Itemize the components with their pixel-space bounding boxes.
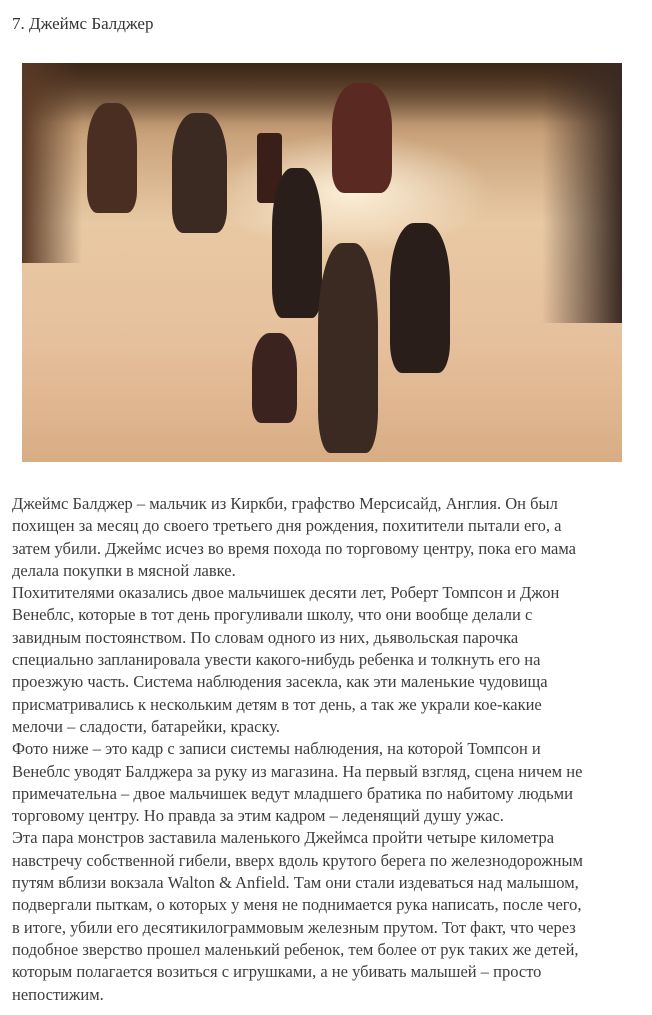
text-line: затем убили. Джеймс исчез во время похода по торговому центру, пока его мама bbox=[12, 538, 577, 558]
text-line: непостижим. bbox=[12, 984, 104, 1004]
text-line: Похитителями оказались двое мальчишек десяти лет, Роберт Томпсон и Джон bbox=[12, 583, 560, 603]
text-line: мелочи – сладости, батарейки, краску. bbox=[12, 716, 280, 736]
paragraph bbox=[12, 738, 642, 827]
text-line: примечательна – двое мальчишек ведут младшего братика по набитому людьми bbox=[12, 783, 573, 803]
article-body bbox=[12, 493, 642, 1006]
text-line: похищен за месяц до своего третьего дня рождения, похитители пытали его, а bbox=[12, 516, 562, 536]
paragraph bbox=[12, 582, 642, 738]
text-line: делала покупки в мясной лавке. bbox=[12, 560, 236, 580]
text-line: торговому центру. Но правда за этим кадром – леденящий душу ужас. bbox=[12, 806, 504, 826]
article-heading: 7. Джеймс Балджер bbox=[12, 14, 154, 33]
text-line: подвергали пыткам, о которых у меня не поднимается рука написать, после чего, bbox=[12, 895, 582, 915]
text-line: Венеблс уводят Балджера за руку из магазина. На первый взгляд, сцена ничем не bbox=[12, 761, 583, 781]
text-line: которым полагается возиться с игрушками, а не убивать малышей – просто bbox=[12, 962, 542, 982]
text-line: навстречу собственной гибели, вверх вдоль крутого берега по железнодорожным bbox=[12, 850, 583, 870]
text-line: подобное зверство прошел маленький ребенок, тем более от рук таких же детей, bbox=[12, 939, 579, 959]
paragraph bbox=[12, 827, 642, 1005]
paragraph bbox=[12, 493, 642, 582]
text-line: Эта пара монстров заставила маленького Джеймса пройти четыре километра bbox=[12, 828, 555, 848]
text-line: Венеблс, которые в тот день прогуливали школу, что они вообще делали с bbox=[12, 605, 533, 625]
text-line: специально запланировала увести какого-нибудь ребенка и толкнуть его на bbox=[12, 650, 541, 670]
text-line: путям вблизи вокзала Walton & Anfield. Там они стали издеваться над малышом, bbox=[12, 873, 579, 893]
text-line: в итоге, убили его десятикилограммовым железным прутом. Тот факт, что через bbox=[12, 917, 576, 937]
surveillance-photo bbox=[22, 63, 622, 462]
text-line: проезжую часть. Система наблюдения засекла, как эти маленькие чудовища bbox=[12, 672, 548, 692]
text-line: завидным постоянством. По словам одного из них, дьявольская парочка bbox=[12, 627, 519, 647]
text-line: Фото ниже – это кадр с записи системы наблюдения, на которой Томпсон и bbox=[12, 739, 541, 759]
text-line: присматривались к нескольким детям в тот день, а так же украли кое-какие bbox=[12, 694, 542, 714]
text-line: Джеймс Балджер – мальчик из Киркби, графство Мерсисайд, Англия. Он был bbox=[12, 494, 558, 513]
